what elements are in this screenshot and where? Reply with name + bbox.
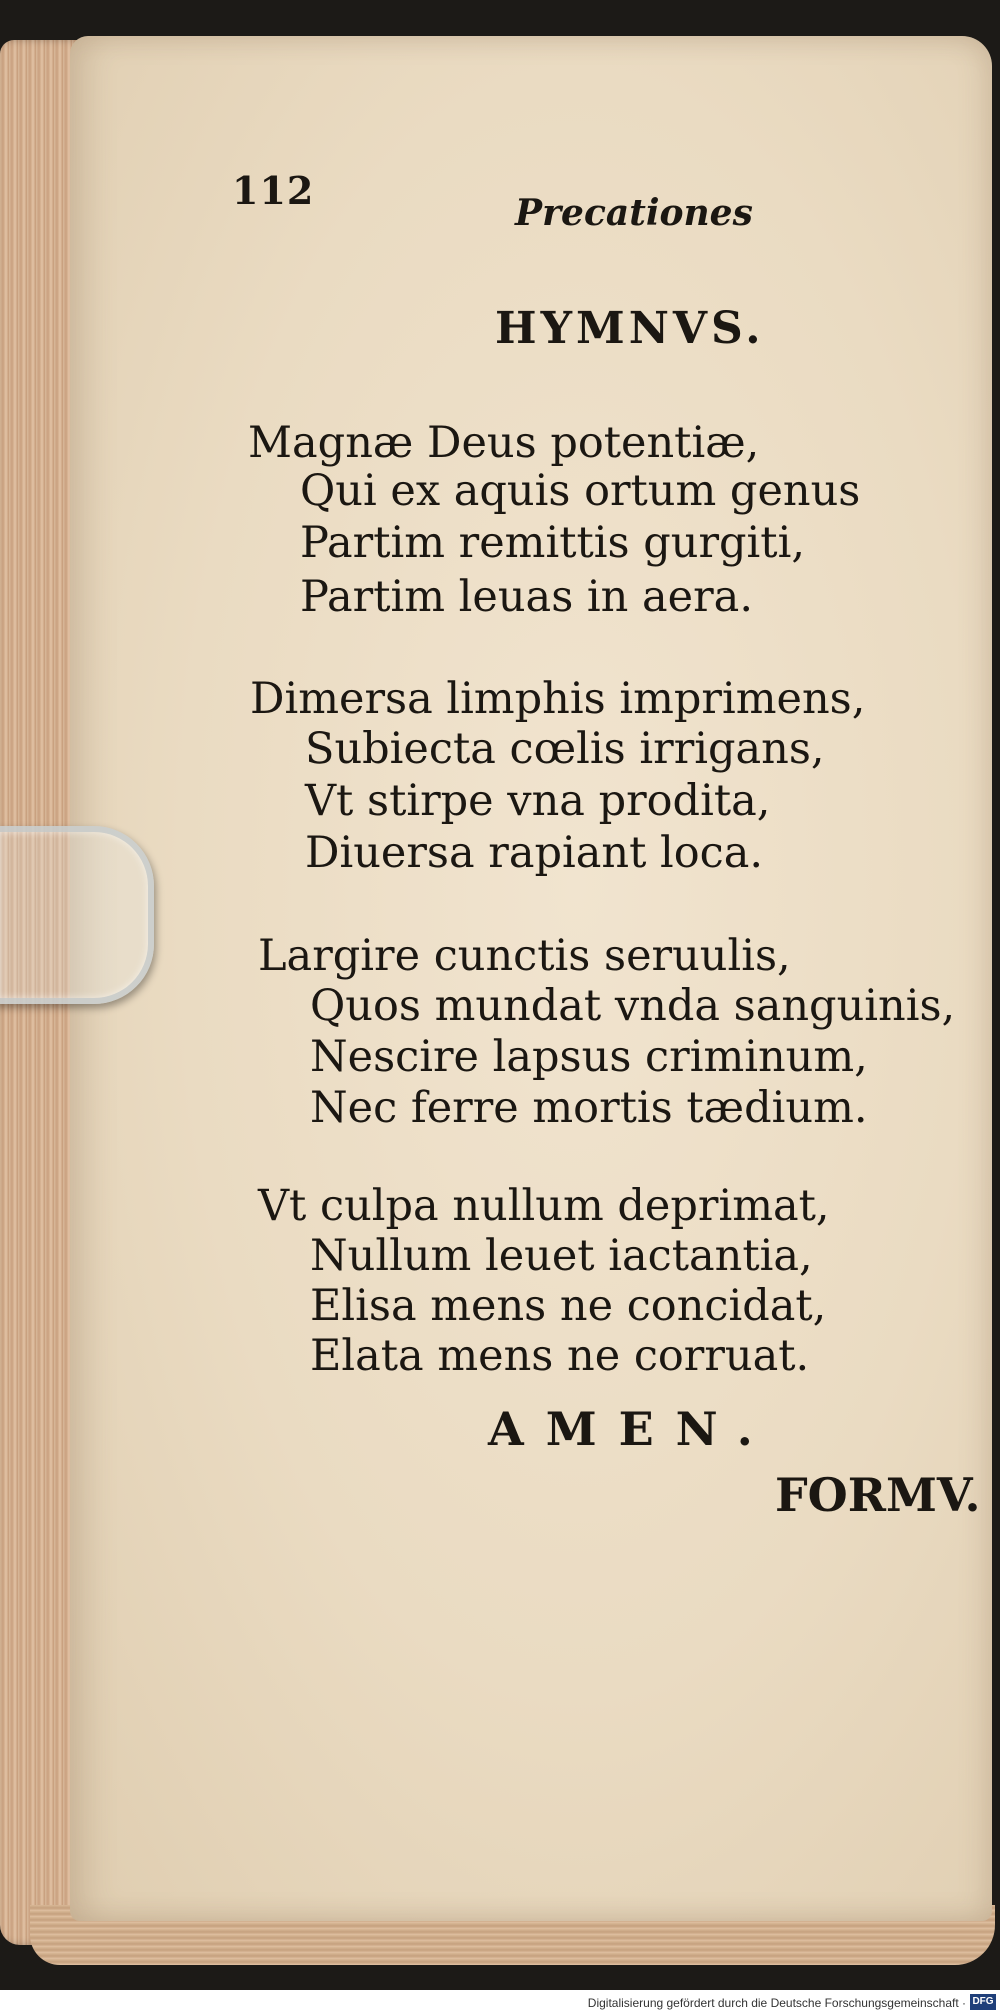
verse-line: Quos mundat vnda sanguinis, [310,981,956,1031]
verse-line: Dimersa limphis imprimens, [250,674,866,724]
page-number: 112 [232,168,315,213]
verse-line: Vt stirpe vna prodita, [305,776,771,826]
catchword: FORMV. [775,1468,981,1522]
verse-line: Nec ferre mortis tædium. [310,1083,868,1133]
verse-line: Partim leuas in aera. [300,572,753,622]
verse-line: Vt culpa nullum deprimat, [258,1181,830,1231]
verse-line: Largire cunctis seruulis, [258,931,791,981]
amen-line: AMEN. [488,1402,775,1456]
dfg-logo: DFG [970,1994,996,2010]
verse-line: Elisa mens ne concidat, [310,1281,827,1331]
verse-line: Partim remittis gurgiti, [300,518,805,568]
verse-line: Nescire lapsus criminum, [310,1032,868,1082]
running-head: Precationes [515,192,753,234]
page-clip [0,826,154,1004]
verse-line: Magnæ Deus potentiæ, [248,418,760,468]
digitization-credit: Digitalisierung gefördert durch die Deutsche Forschungsgemeinschaft · [587,1996,966,2010]
verse-line: Qui ex aquis ortum genus [300,466,861,516]
verse-line: Subiecta cœlis irrigans, [305,724,825,774]
verse-line: Elata mens ne corruat. [310,1331,810,1381]
verse-line: Diuersa rapiant loca. [305,828,764,878]
hymn-title: HYMNVS. [495,303,765,354]
verse-line: Nullum leuet iactantia, [310,1231,813,1281]
